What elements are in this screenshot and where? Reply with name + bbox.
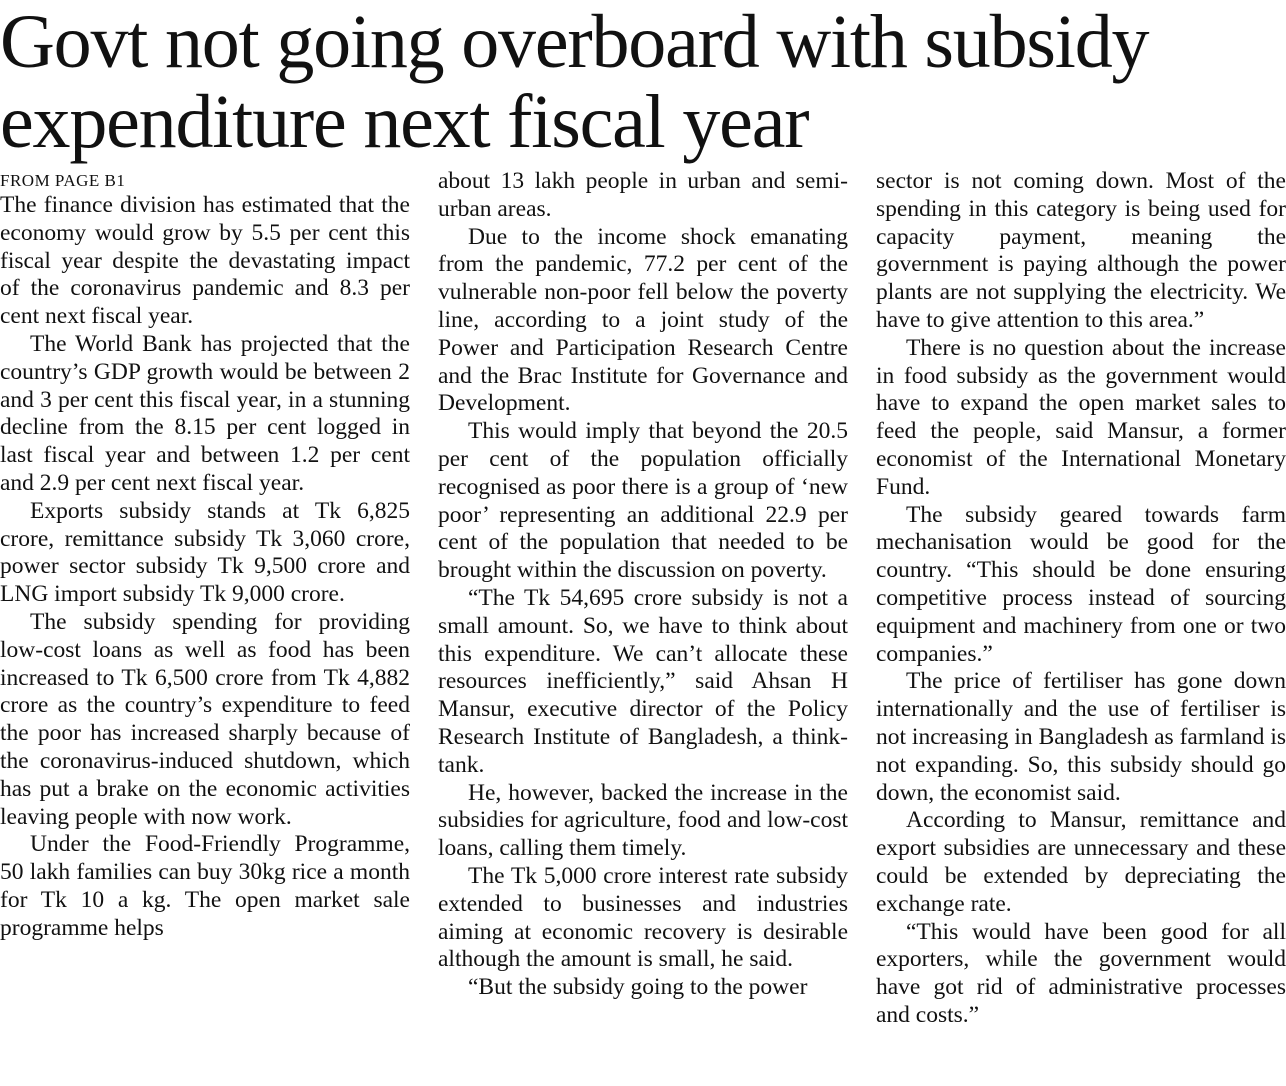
paragraph: There is no question about the increase in food subsidy as the government would have to expand the open market sales to feed the people, said Mansur, a former economist of the International Monetary Fund. [876,334,1286,500]
paragraph: sector is not coming down. Most of the spending in this category is being used for capacity payment, meaning the government is paying although the power plants are not supplying the electricity. We have to give attention to this area.” [876,168,1286,333]
jump-label: FROM PAGE B1 [0,171,126,190]
article-column-1 [0,168,410,1084]
paragraph: According to Mansur, remittance and export subsidies are unnecessary and these could be extended by depreciating the exchange rate. [876,807,1286,917]
headline-line-2: expenditure next fiscal year [0,80,809,164]
paragraph: “But the subsidy going to the power [468,974,808,1001]
paragraph: The Tk 5,000 crore interest rate subsidy extended to businesses and industries aiming at economic recovery is desirable although the amount is small, he said. [438,862,848,973]
paragraph: He, however, backed the increase in the subsidies for agriculture, food and low-cost loans, calling them timely. [438,779,848,862]
paragraph: The World Bank has projected that the country’s GDP growth would be between 2 and 3 per cent this fiscal year, in a stunning decline from the 8.15 per cent logged in last fiscal year and between 1.2 per cent and 2.9 per cent next fiscal year. [0,330,410,496]
article-column-2 [438,168,848,1084]
paragraph: Due to the income shock emanating from the pandemic, 77.2 per cent of the vulnerable non-poor fell below the poverty line, according to a joint study of the Power and Participation Research Centre and the Brac Institute for Governance and Development. [438,223,848,417]
paragraph: The subsidy geared towards farm mechanisation would be good for the country. “This should be done ensuring competitive process instead of sourcing equipment and machinery from one or two companies.” [876,501,1286,667]
article-column-3 [876,168,1286,1084]
paragraph: Exports subsidy stands at Tk 6,825 crore, remittance subsidy Tk 3,060 crore, power sector subsidy Tk 9,500 crore and LNG import subsidy Tk 9,000 crore. [0,497,410,608]
headline-line-1: Govt not going overboard with subsidy [0,0,1149,84]
paragraph: The subsidy spending for providing low-cost loans as well as food has been increased to Tk 6,500 crore from Tk 4,882 crore as the country’s expenditure to feed the poor has increased sharply because of the coronavirus-induced shutdown, which has put a brake on the economic activities leaving people with now work. [0,608,410,830]
paragraph: “This would have been good for all exporters, while the government would have got rid of administrative processes and costs.” [876,918,1286,1028]
paragraph: about 13 lakh people in urban and semi-urban areas. [438,168,848,222]
paragraph: This would imply that beyond the 20.5 per cent of the population officially recognised as poor there is a group of ‘new poor’ representing an additional 22.9 per cent of the population that needed to be brought within the discussion on poverty. [438,418,848,584]
headline [0,2,1286,162]
paragraph: Under the Food-Friendly Programme, 50 lakh families can buy 30kg rice a month for Tk 10 a kg. The open market sale programme helps [0,831,410,941]
paragraph: The price of fertiliser has gone down internationally and the use of fertiliser is not increasing in Bangladesh as farmland is not expanding. So, this subsidy should go down, the economist said. [876,668,1286,806]
paragraph: “The Tk 54,695 crore subsidy is not a small amount. So, we have to think about this expenditure. We can’t allocate these resources inefficiently,” said Ahsan H Mansur, executive director of the Policy Research Institute of Bangladesh, a think-tank. [438,584,848,778]
paragraph: The finance division has estimated that the economy would grow by 5.5 per cent this fiscal year despite the devastating impact of the coronavirus pandemic and 8.3 per cent next fiscal year. [0,192,410,330]
